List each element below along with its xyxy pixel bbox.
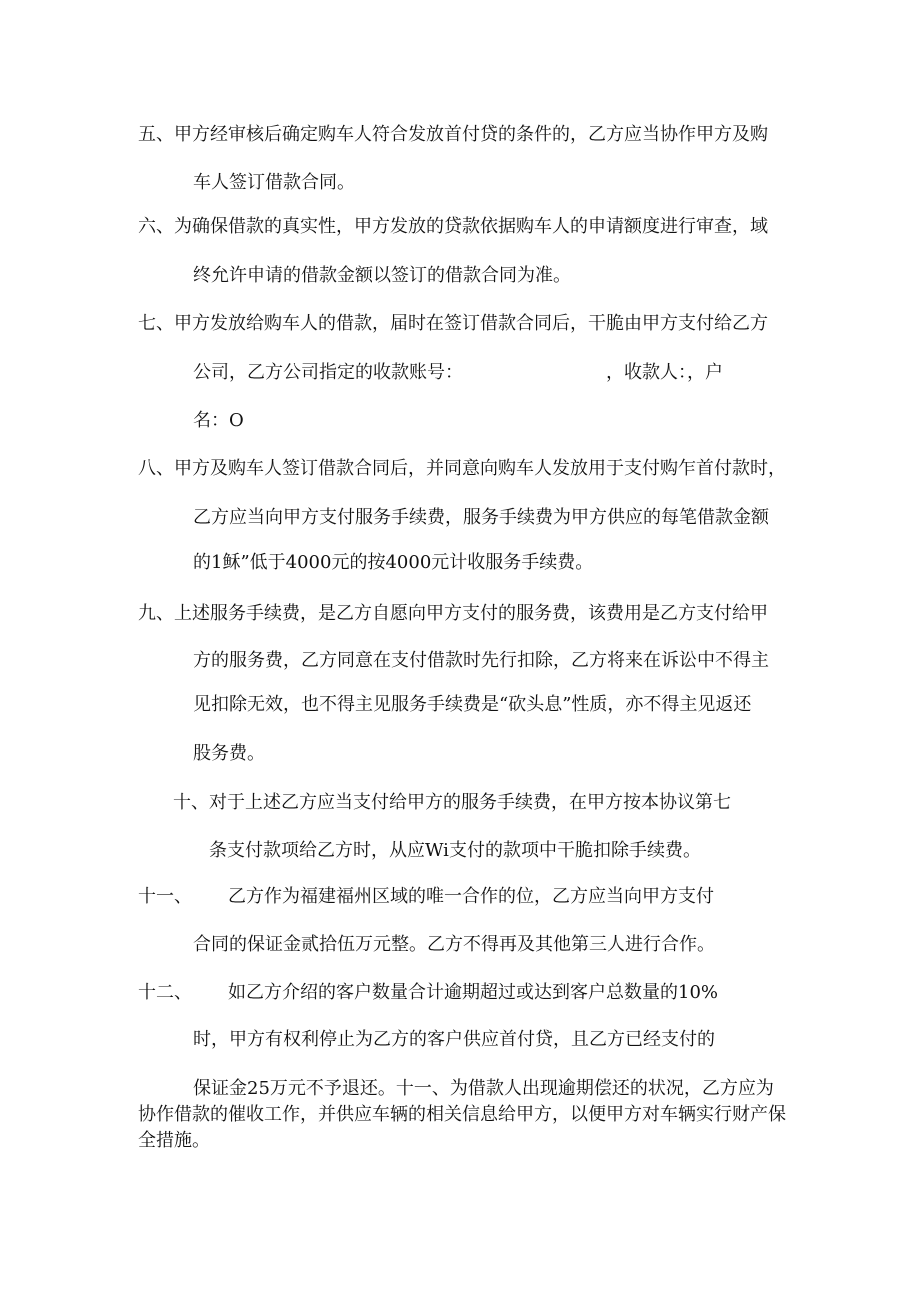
clause-8-line-3: 的1稣”低于4000元的按4000元计收服务手续费。	[193, 552, 594, 573]
clause-10-line-2: 条支付款项给乙方时，从应Wi支付的款项中干脆扣除手续费。	[209, 840, 701, 861]
clause-8-line-1: 八、甲方及购车人签订借款合同后，并同意向购车人发放用于支付购乍首付款时，	[138, 458, 786, 479]
clause-12-line-1: 如乙方介绍的客户数量合计逾期超过或达到客户总数量的10%	[228, 982, 719, 1003]
clause-5-line-2: 车人签订借款合同。	[193, 172, 355, 193]
clause-12-line-2: 时，甲方有权利停止为乙方的客户供应首付贷，且乙方已经支付的	[193, 1029, 715, 1050]
final-paragraph: 保证金25万元不予退还。十一、为借款人出现逾期偿还的状况，乙方应为协作借款的催收工作，并供应车辆的相关信息给甲方，以便甲方对车辆实行财产保全措施。	[138, 1078, 786, 1151]
clause-9-line-2: 方的服务费，乙方同意在支付借款时先行扣除，乙方将来在诉讼中不得主	[193, 650, 769, 671]
clause-9-line-3: 见扣除无效，也不得主见服务手续费是“砍头息”性质，亦不得主见返还	[193, 694, 752, 715]
clause-12-number: 十二、	[138, 982, 192, 1003]
clause-6-line-2: 终允许申请的借款金额以签订的借款合同为准。	[193, 265, 571, 286]
clause-9-line-4: 股务费。	[193, 743, 265, 764]
clause-9-line-1: 九、上述服务手续费，是乙方自愿向甲方支付的服务费，该费用是乙方支付给甲	[138, 603, 768, 624]
clause-11-line-1: 乙方作为福建福州区域的唯一合作的位，乙方应当向甲方支付	[228, 886, 714, 907]
clause-7-line-1: 七、甲方发放给购车人的借款，届时在签订借款合同后，干脆由甲方支付给乙方	[138, 313, 768, 334]
clause-5-line-1: 五、甲方经审核后确定购车人符合发放首付贷的条件的，乙方应当协作甲方及购	[138, 124, 768, 145]
clause-10-line-1: 十、对于上述乙方应当支付给甲方的服务手续费，在甲方按本协议第七	[173, 792, 731, 813]
clause-11-number: 十一、	[138, 886, 192, 907]
clause-7-line-3: 名：O	[193, 410, 244, 431]
clause-7-line-2b: ，收款人：，户	[606, 362, 723, 383]
clause-6-line-1: 六、为确保借款的真实性，甲方发放的贷款依据购车人的申请额度进行审查，域	[138, 216, 768, 237]
clause-11-line-2: 合同的保证金贰拾伍万元整。乙方不得再及其他第三人进行合作。	[193, 934, 715, 955]
clause-8-line-2: 乙方应当向甲方支付服务手续费，服务手续费为甲方供应的每笔借款金额	[193, 507, 769, 528]
clause-7-line-2: 公司，乙方公司指定的收款账号：	[193, 362, 463, 383]
